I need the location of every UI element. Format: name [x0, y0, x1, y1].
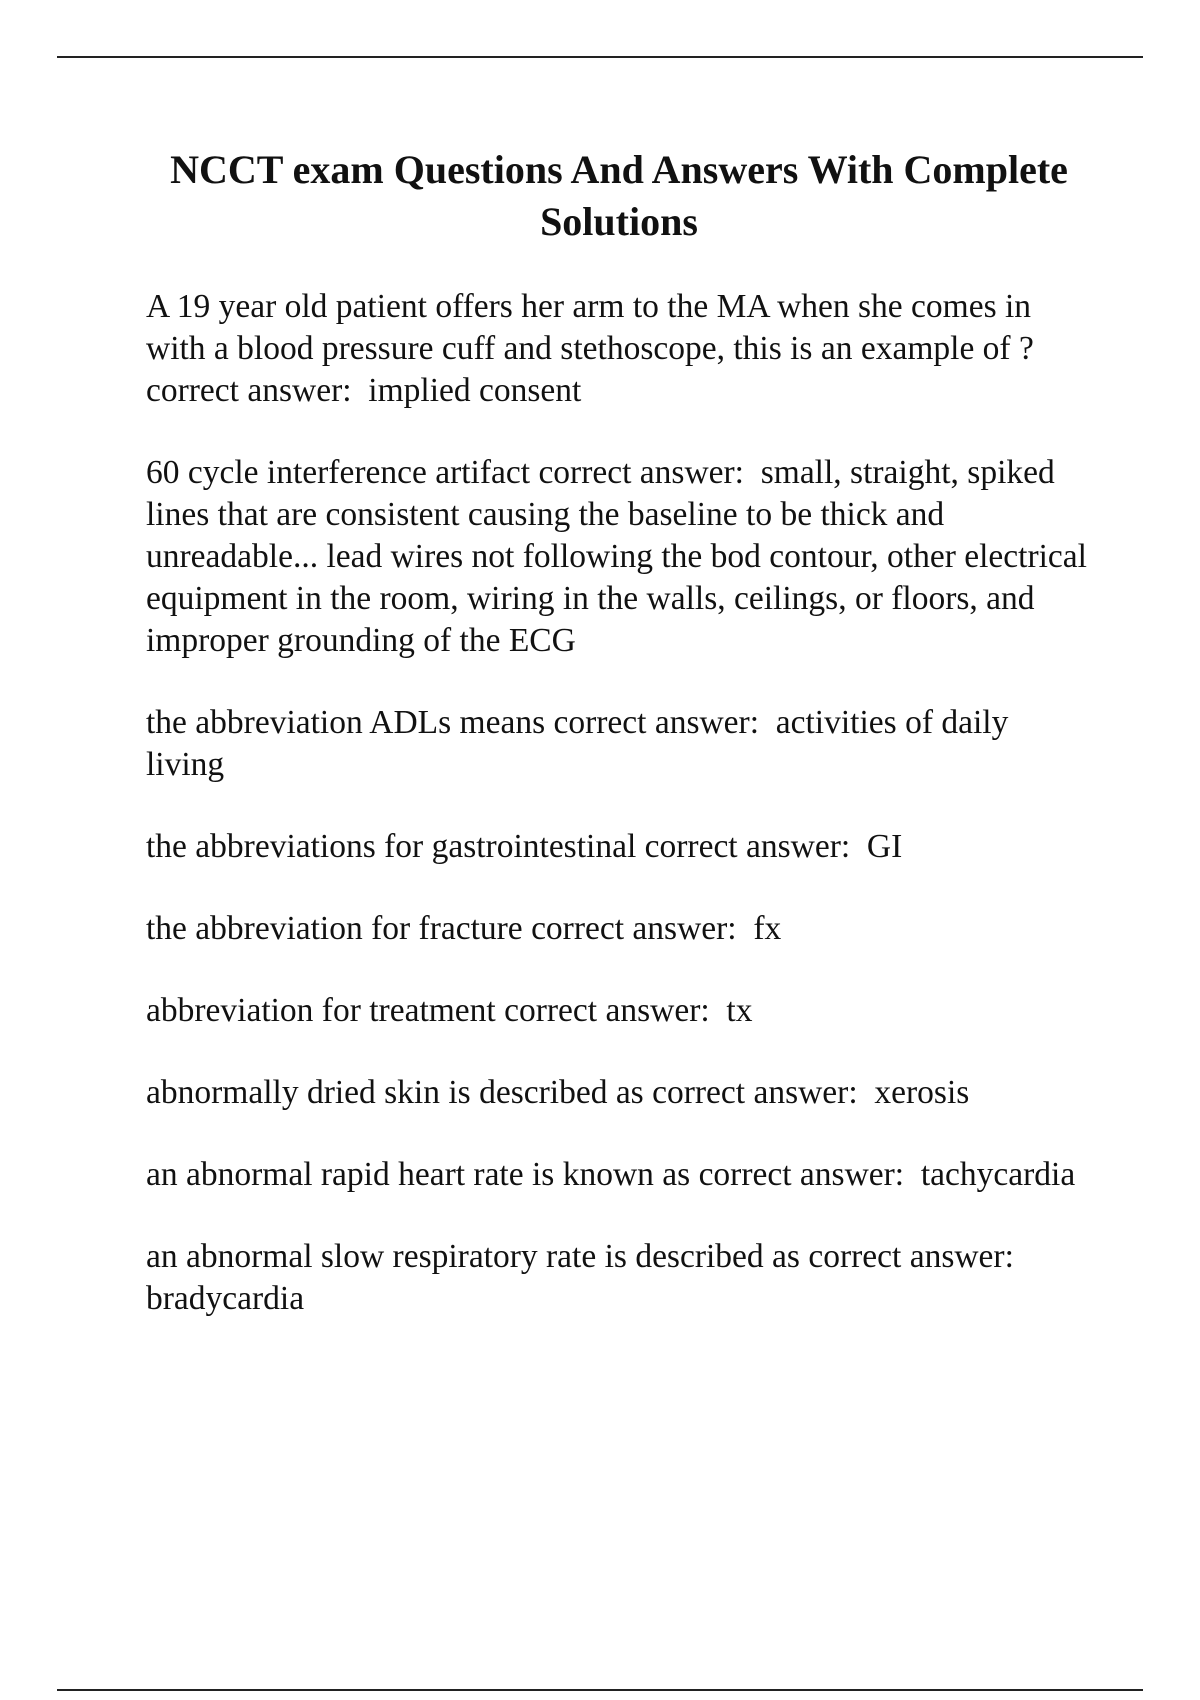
- answer-marker: correct answer:: [799, 1238, 1031, 1275]
- qa-list: [146, 286, 1096, 1360]
- answer-text: fx: [753, 910, 782, 947]
- question-text: abnormally dried skin is described as: [146, 1074, 644, 1111]
- answer-text: GI: [866, 828, 903, 865]
- question-text: 60 cycle interference artifact: [146, 454, 531, 491]
- answer-marker: correct answer:: [643, 1074, 875, 1111]
- answer-marker: correct answer:: [146, 330, 1043, 409]
- answer-marker: correct answer:: [530, 454, 761, 491]
- page-title: NCCT exam Questions And Answers With Complete Solutions: [170, 147, 1068, 244]
- qa-item: [146, 702, 1092, 786]
- answer-marker: correct answer:: [690, 1156, 921, 1193]
- answer-text: activities of daily living: [146, 704, 1017, 783]
- answer-marker: correct answer:: [495, 992, 727, 1029]
- question-text: A 19 year old patient offers her arm to the MA when she comes in with a blood pressure cuff and stethoscope, this is an example of ?: [146, 288, 1040, 367]
- question-text: the abbreviation for fracture: [146, 910, 523, 947]
- qa-item: [146, 990, 1092, 1032]
- qa-item: [146, 286, 1092, 412]
- answer-text: tx: [726, 992, 753, 1029]
- question-text: abbreviation for treatment: [146, 992, 496, 1029]
- qa-item: [146, 908, 1092, 950]
- qa-item: [146, 452, 1096, 662]
- answer-text: implied consent: [368, 372, 582, 409]
- qa-item: [146, 1154, 1092, 1196]
- bottom-rule: [57, 1689, 1143, 1691]
- answer-marker: correct answer:: [636, 828, 867, 865]
- answer-marker: correct answer:: [545, 704, 776, 741]
- question-text: an abnormal rapid heart rate is known as: [146, 1156, 691, 1193]
- answer-marker: correct answer:: [522, 910, 754, 947]
- question-text: an abnormal slow respiratory rate is described as: [146, 1238, 800, 1275]
- qa-item: [146, 826, 1092, 868]
- answer-text: bradycardia: [146, 1280, 305, 1317]
- answer-text: small, straight, spiked lines that are consistent causing the baseline to be thick and unreadable... lead wires not following the bod contour, other electrical equipment in the room, wiring in the walls, ceilings, or floors, and improper grounding of the ECG: [146, 454, 1096, 659]
- question-text: the abbreviation ADLs means: [146, 704, 546, 741]
- question-text: the abbreviations for gastrointestinal: [146, 828, 637, 865]
- answer-text: xerosis: [874, 1074, 970, 1111]
- top-rule: [57, 56, 1143, 58]
- answer-text: tachycardia: [920, 1156, 1076, 1193]
- qa-item: [146, 1236, 1092, 1320]
- qa-item: [146, 1072, 1092, 1114]
